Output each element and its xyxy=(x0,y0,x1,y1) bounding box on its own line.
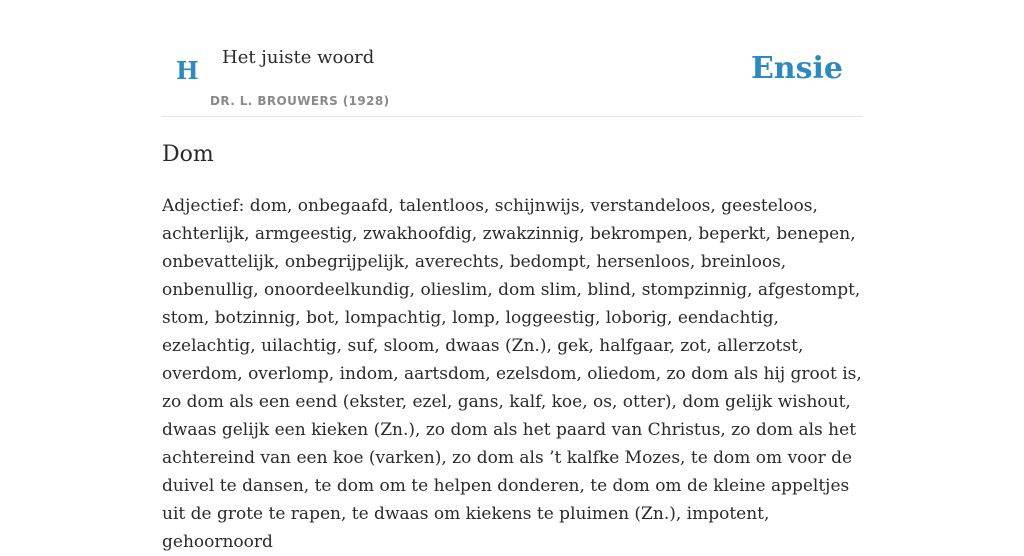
book-author: DR. L. BROUWERS (1928) xyxy=(210,94,390,108)
book-logo-icon[interactable]: H xyxy=(176,56,199,85)
ensie-logo-link[interactable]: Ensie xyxy=(750,51,843,86)
book-title[interactable]: Het juiste woord xyxy=(222,47,375,68)
book-header xyxy=(162,0,862,117)
entry-title: Dom xyxy=(162,142,214,167)
entry-body: Adjectief: dom, onbegaafd, talentloos, schijnwijs, verstandeloos, geesteloos, achterlijk, armgeestig, zwakhoofdig, zwakzinnig, bekrompen, beperkt, benepen, onbevattelijk, onbegrijpelijk, averechts, bedompt, hersenloos, breinloos, onbenullig, onoordeelkundig, olieslim, dom slim, blind, stompzinnig, afgestompt, stom, botzinnig, bot, lompachtig, lomp, loggeestig, loborig, eendachtig, ezelachtig, uilachtig, suf, sloom, dwaas (Zn.), gek, halfgaar, zot, allerzotst, overdom, overlomp, indom, aartsdom, ezelsdom, oliedom, zo dom als hij groot is, zo dom als een eend (ekster, ezel, gans, kalf, koe, os, otter), dom gelijk wishout, dwaas gelijk een kieken (Zn.), zo dom als het paard van Christus, zo dom als het achtereind van een koe (varken), zo dom als ’t kalfke Mozes, te dom om voor de duivel te dansen, te dom om te helpen donderen, te dom om de kleine appeltjes uit de grote te rapen, te dwaas om kiekens te pluimen (Zn.), impotent, gehoornoord xyxy=(162,196,862,552)
